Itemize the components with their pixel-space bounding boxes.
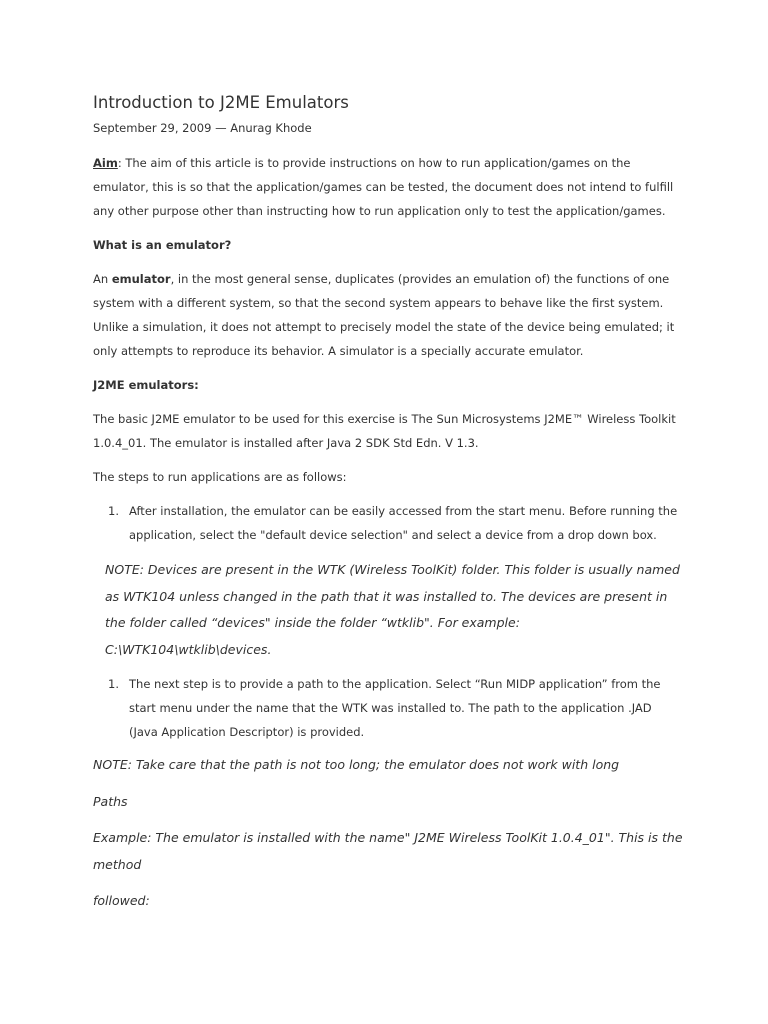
list-item — [93, 672, 683, 744]
basic-emulator-paragraph: The basic J2ME emulator to be used for this exercise is The Sun Microsystems J2ME™ Wireless Toolkit 1.0.4_01. The emulator is installed after Java 2 SDK Std Edn. V 1.3. — [93, 412, 676, 450]
emulator-paragraph — [93, 267, 683, 363]
note-path-length: NOTE: Take care that the path is not too long; the emulator does not work with long — [93, 757, 620, 772]
steps-list-2 — [93, 672, 683, 744]
list-number: 1. — [108, 504, 119, 518]
aim-label[interactable]: Aim — [93, 156, 118, 170]
aim-paragraph — [93, 151, 683, 223]
heading-what-is-emulator: What is an emulator? — [93, 238, 232, 252]
note-devices: NOTE: Devices are present in the WTK (Wireless ToolKit) folder. This folder is usually named as WTK104 unless changed in the path that it was installed to. The devices are present in the folder called “devices" inside the folder “wtklib". For example: C:\WTK104\wtklib\devices. — [105, 562, 680, 657]
heading-j2me-emulators: J2ME emulators: — [93, 378, 199, 392]
step-text: The next step is to provide a path to the application. Select “Run MIDP application” from the start menu under the name that the WTK was installed to. The path to the application .JAD (Java Application Descriptor) is provided. — [129, 677, 661, 739]
list-item — [93, 499, 683, 547]
page-title: Introduction to J2ME Emulators — [93, 93, 349, 112]
example-text: Example: The emulator is installed with the name" J2ME Wireless ToolKit 1.0.4_01". This is the method — [93, 830, 683, 872]
step-text: After installation, the emulator can be easily accessed from the start menu. Before running the application, select the "default device selection" and select a device from a drop down box. — [129, 504, 678, 542]
emulator-bold: emulator — [111, 272, 171, 286]
paths-text: Paths — [93, 793, 128, 809]
steps-list — [93, 499, 683, 547]
emulator-text: , in the most general sense, duplicates (provides an emulation of) the functions of one system with a different system, so that the second system appears to behave like the first system. Unlike a simulation, it does not attempt to precisely model the state of the device being emulated; it only attempts to reproduce its behavior. A simulator is a specially accurate emulator. — [93, 272, 675, 358]
followed-text: followed: — [93, 893, 150, 908]
list-number: 1. — [108, 677, 119, 691]
article-byline: September 29, 2009 — Anurag Khode — [93, 121, 312, 135]
steps-intro: The steps to run applications are as follows: — [93, 470, 347, 484]
aim-text: : The aim of this article is to provide instructions on how to run application/games on the emulator, this is so that the application/games can be tested, the document does not intend to fulfill any other purpose other than instructing how to run application only to test the application/games. — [93, 156, 674, 218]
emulator-prefix: An — [93, 272, 112, 286]
article — [93, 92, 683, 915]
